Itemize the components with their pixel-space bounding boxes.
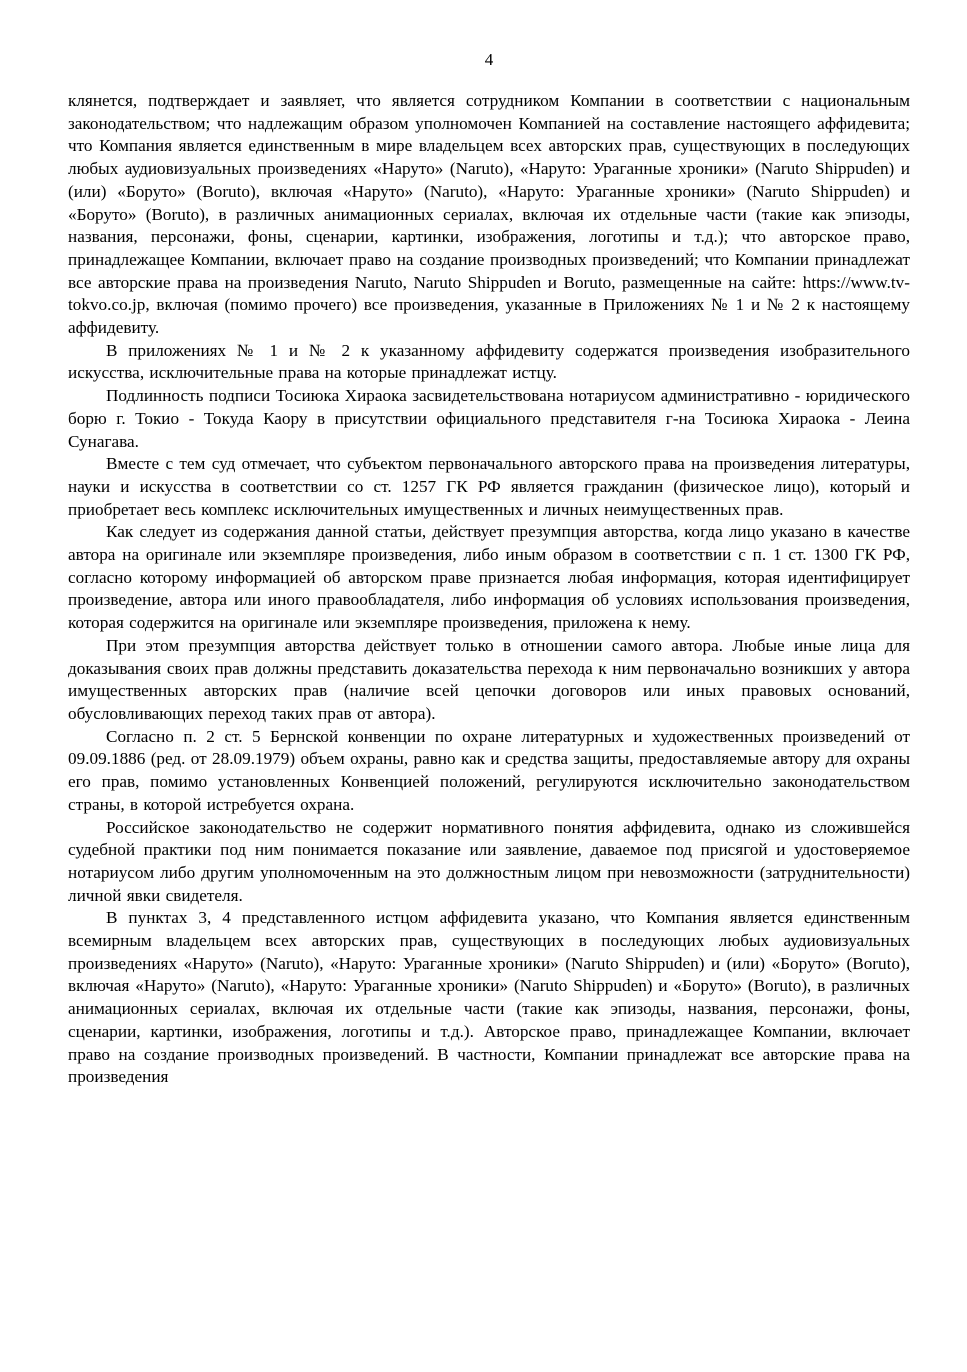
document-body bbox=[68, 90, 910, 1089]
paragraph: Согласно п. 2 ст. 5 Бернской конвенции по охране литературных и художественных произведений от 09.09.1886 (ред. от 28.09.1979) объем охраны, равно как и средства защиты, предоставляемые автору для охраны его прав, помимо установленных Конвенцией положений, регулируются исключительно законодательством страны, в которой истребуется охрана. bbox=[68, 726, 910, 814]
paragraph: Вместе с тем суд отмечает, что субъектом первоначального авторского права на произведения литературы, науки и искусства в соответствии со ст. 1257 ГК РФ является гражданин (физическое лицо), который и приобретает весь комплекс исключительных имущественных и личных неимущественных прав. bbox=[68, 454, 910, 519]
page-number: 4 bbox=[484, 50, 494, 69]
paragraph-continuation: клянется, подтверждает и заявляет, что является сотрудником Компании в соответствии с национальным законодательством; что надлежащим образом уполномочен Компанией на составление настоящего аффидевита; что Компания является единственным в мире владельцем всех авторских прав, существующих в последующих любых аудиовизуальных произведениях «Наруто» (Naruto), «Наруто: Ураганные хроники» (Naruto Shippuden) и (или) «Боруто» (Boruto), включая «Наруто» (Naruto), «Наруто: Ураганные хроники» (Naruto Shippuden) и «Боруто» (Boruto), в различных анимационных сериалах, включая их отдельные части (такие как эпизоды, названия, персонажи, фоны, сценарии, картинки, изображения, логотипы и т.д.); что авторское право, принадлежащее Компании, включает право на создание производных произведений; что Компании принадлежат все авторские права на произведения Naruto, Naruto Shippuden и Boruto, размещенные на сайте: https://www.tv-tokvo.co.jp, включая (помимо прочего) все произведения, указанные в Приложениях № 1 и № 2 к настоящему аффидевиту. bbox=[68, 91, 910, 338]
paragraph: В приложениях № 1 и № 2 к указанному аффидевиту содержатся произведения изобразительного искусства, исключительные права на которые принадлежат истцу. bbox=[68, 340, 910, 383]
paragraph: При этом презумпция авторства действует только в отношении самого автора. Любые иные лица для доказывания своих прав должны представить доказательства перехода к ним первоначально возникших у автора имущественных авторских прав (наличие всей цепочки договоров или иных правовых оснований, обусловливающих переход таких прав от автора). bbox=[68, 635, 910, 723]
paragraph: Подлинность подписи Тосиюка Хираока засвидетельствована нотариусом административно - юридического борю г. Токио - Токуда Каору в присутствии официального представителя г-на Тосиюка Хираока - Леина Сунагава. bbox=[68, 386, 910, 451]
paragraph: Российское законодательство не содержит нормативного понятия аффидевита, однако из сложившейся судебной практики под ним понимается показание или заявление, даваемое под присягой и удостоверяемое нотариусом либо другим уполномоченным на это должностным лицом при невозможности (затруднительности) личной явки свидетеля. bbox=[68, 817, 910, 905]
paragraph: В пунктах 3, 4 представленного истцом аффидевита указано, что Компания является единственным всемирным владельцем всех авторских прав, существующих в последующих любых аудиовизуальных произведениях «Наруто» (Naruto), «Наруто: Ураганные хроники» (Naruto Shippuden) и (или) «Боруто» (Boruto), включая «Наруто» (Naruto), «Наруто: Ураганные хроники» (Naruto Shippuden) и «Боруто» (Boruto), в различных анимационных сериалах, включая их отдельные части (такие как эпизоды, названия, персонажи, фоны, сценарии, картинки, изображения, логотипы и т.д.). Авторское право, принадлежащее Компании, включает право на создание производных произведений. В частности, Компании принадлежат все авторские права на произведения bbox=[68, 908, 910, 1087]
paragraph: Как следует из содержания данной статьи, действует презумпция авторства, когда лицо указано в качестве автора на оригинале или экземпляре произведения, либо иным образом в соответствии с п. 1 ст. 1300 ГК РФ, согласно которому информацией об авторском праве признается любая информация, которая идентифицирует произведение, автора или иного правообладателя, либо информация об условиях использования произведения, которая содержится на оригинале или экземпляре произведения, приложена к нему. bbox=[68, 522, 910, 633]
